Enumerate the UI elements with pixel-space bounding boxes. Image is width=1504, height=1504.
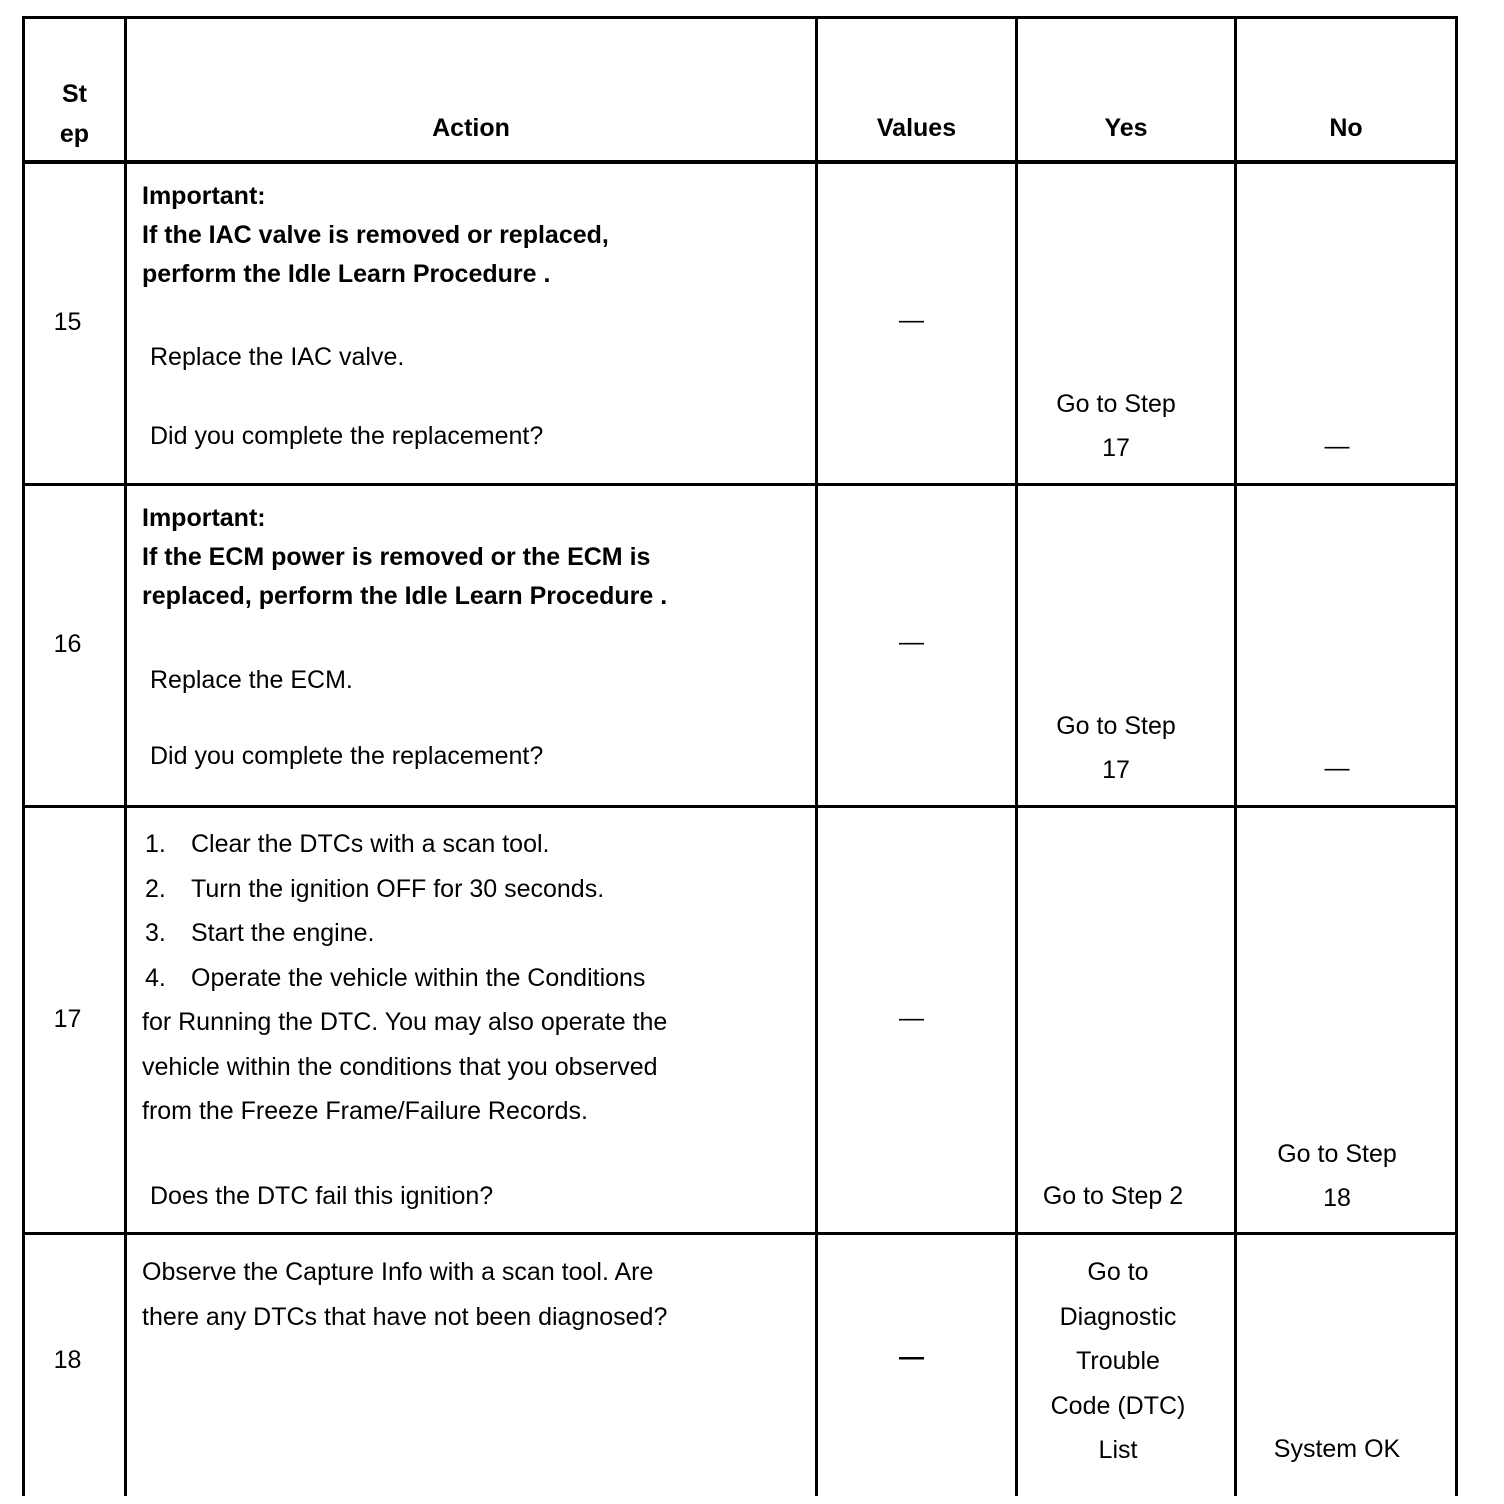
table-border-top xyxy=(22,16,1458,19)
step-number: 15 xyxy=(53,308,82,336)
yes-action xyxy=(1018,382,1214,470)
yes-line: 17 xyxy=(1102,756,1130,784)
list-number: 2. xyxy=(145,874,166,903)
yes-line: 17 xyxy=(1102,434,1130,462)
yes-line: Go to xyxy=(1087,1258,1149,1286)
row-divider xyxy=(22,483,1458,486)
continuation-text: vehicle within the conditions that you observed xyxy=(142,1052,658,1081)
yes-line: Trouble xyxy=(1076,1347,1160,1375)
yes-action: Go to Step 2 xyxy=(1042,1182,1184,1210)
yes-action xyxy=(1018,704,1214,792)
header-divider xyxy=(22,160,1458,164)
table-border-left xyxy=(22,16,25,1496)
list-number: 3. xyxy=(145,919,166,947)
list-item xyxy=(142,956,667,1001)
header-step-line2: ep xyxy=(59,120,90,148)
yes-line: List xyxy=(1098,1436,1138,1464)
no-line: Go to Step xyxy=(1277,1140,1397,1168)
list-text: Clear the DTCs with a scan tool. xyxy=(191,830,550,858)
no-action xyxy=(1237,1132,1437,1220)
action-text: Replace the ECM. xyxy=(150,666,353,694)
question-text: Does the DTC fail this ignition? xyxy=(150,1182,494,1210)
numbered-list xyxy=(142,822,667,1134)
values-dash: — xyxy=(899,306,924,334)
no-line: 18 xyxy=(1323,1184,1351,1212)
action-line: there any DTCs that have not been diagnosed? xyxy=(142,1302,668,1331)
no-action: System OK xyxy=(1273,1435,1401,1463)
list-text: Turn the ignition OFF for 30 seconds. xyxy=(191,874,605,903)
question-text: Did you complete the replacement? xyxy=(150,422,544,450)
step-number: 18 xyxy=(53,1346,82,1374)
row-divider xyxy=(22,805,1458,808)
yes-line: Code (DTC) xyxy=(1050,1391,1186,1420)
important-text: If the IAC valve is removed or replaced, xyxy=(142,221,609,249)
question-text: Did you complete the replacement? xyxy=(150,742,544,770)
column-divider xyxy=(815,16,818,1496)
action-line: Observe the Capture Info with a scan tool. Are xyxy=(142,1258,654,1286)
header-values: Values xyxy=(876,114,957,142)
step-number: 16 xyxy=(53,630,82,658)
yes-action xyxy=(1018,1250,1218,1473)
important-text: If the ECM power is removed or the ECM is xyxy=(142,543,651,571)
yes-line: Go to Step xyxy=(1056,390,1176,418)
column-divider xyxy=(124,16,127,1496)
header-action: Action xyxy=(432,114,510,142)
header-yes: Yes xyxy=(1104,114,1148,142)
header-no: No xyxy=(1329,114,1363,142)
header-step-line1: St xyxy=(62,80,87,108)
no-dash: — xyxy=(1324,432,1350,460)
list-item xyxy=(142,911,667,956)
step-number: 17 xyxy=(53,1005,82,1033)
table-border-right xyxy=(1455,16,1458,1496)
important-label: Important: xyxy=(142,504,266,532)
important-label: Important: xyxy=(142,182,266,210)
continuation-text: for Running the DTC. You may also operate the xyxy=(142,1008,668,1036)
list-item xyxy=(142,867,667,912)
list-item xyxy=(142,822,667,867)
yes-line: Diagnostic xyxy=(1059,1302,1177,1331)
diagnostic-table xyxy=(22,16,1458,1496)
important-text: perform the Idle Learn Procedure . xyxy=(142,260,551,288)
yes-line: Go to Step xyxy=(1056,712,1176,740)
values-dash: — xyxy=(899,1004,924,1032)
action-text xyxy=(142,1250,667,1339)
action-text: Replace the IAC valve. xyxy=(150,343,405,371)
list-text: Start the engine. xyxy=(191,919,375,947)
list-number: 1. xyxy=(145,830,166,858)
no-dash: — xyxy=(1324,754,1350,782)
important-text: replaced, perform the Idle Learn Procedure . xyxy=(142,582,668,610)
continuation-text: from the Freeze Frame/Failure Records. xyxy=(142,1097,588,1125)
values-dash: — xyxy=(899,1343,924,1371)
values-dash: — xyxy=(899,628,924,656)
list-text: Operate the vehicle within the Conditions xyxy=(191,963,646,992)
row-divider xyxy=(22,1232,1458,1235)
header-step xyxy=(25,74,124,154)
list-number: 4. xyxy=(145,963,166,992)
